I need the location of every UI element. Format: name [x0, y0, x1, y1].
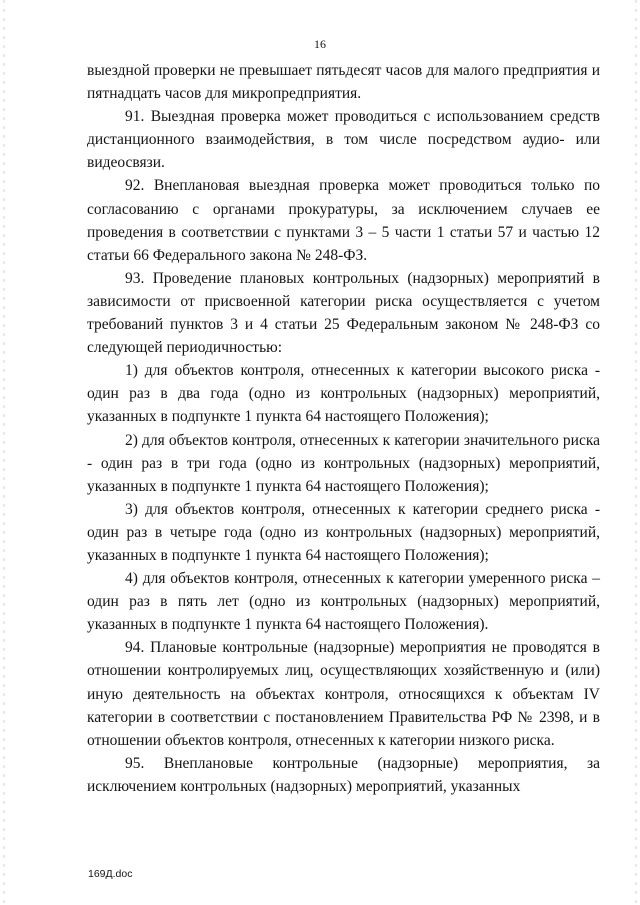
scan-edge-right: [635, 0, 637, 905]
paragraph-93-item-1: 1) для объектов контроля, отнесенных к категории высокого риска - один раз в два года (одно из контрольных (надзорных) мероприятий, указанных в подпункте 1 пункта 64 настоящего Положения);: [87, 362, 600, 426]
paragraph-91: 91. Выездная проверка может проводиться с использованием средств дистанционного взаимодействия, в том числе посредством аудио- или видеосвязи.: [87, 108, 600, 172]
paragraph-93: 93. Проведение плановых контрольных (надзорных) мероприятий в зависимости от присвоенной категории риска осуществляется с учетом требований пунктов 3 и 4 статьи 25 Федеральным законом № 248-ФЗ со следующей периодичностью:: [87, 269, 600, 357]
paragraph-continuation: выездной проверки не превышает пятьдесят часов для малого предприятия и пятнадцать часов для микропредприятия.: [87, 62, 600, 103]
paragraph-95: 95. Внеплановые контрольные (надзорные) мероприятия, за исключением контрольных (надзорных) мероприятий, указанных: [87, 754, 600, 795]
footer-filename: 169Д.doc: [88, 868, 133, 880]
paragraph-93-item-2: 2) для объектов контроля, отнесенных к категории значительного риска - один раз в три года (одно из контрольных (надзорных) мероприятий, указанных в подпункте 1 пункта 64 настоящего Положения);: [87, 431, 600, 495]
document-body: [87, 59, 600, 798]
paragraph-93-item-4: 4) для объектов контроля, отнесенных к категории умеренного риска – один раз в пять лет (одно из контрольных (надзорных) мероприятий, указанных в подпункте 1 пункта 64 настоящего Положения).: [87, 570, 600, 634]
paragraph-92: 92. Внеплановая выездная проверка может проводиться только по согласованию с органами прокуратуры, за исключением случаев ее проведения в соответствии с пунктами 3 – 5 части 1 статьи 57 и частью 12 статьи 66 Федерального закона № 248-ФЗ.: [87, 177, 600, 264]
page-number: 16: [314, 37, 326, 51]
scan-edge-left: [3, 0, 5, 905]
paragraph-94: 94. Плановые контрольные (надзорные) мероприятия не проводятся в отношении контролируемых лиц, осуществляющих хозяйственную и (или) иную деятельность на объектах контроля, относящихся к объектам IV категории в соответствии с постановлением Правительства РФ № 2398, и в отношении объектов контроля, отнесенных к категории низкого риска.: [87, 639, 600, 749]
paragraph-93-item-3: 3) для объектов контроля, отнесенных к категории среднего риска - один раз в четыре года (одно из контрольных (надзорных) мероприятий, указанных в подпункте 1 пункта 64 настоящего Положения);: [87, 500, 600, 564]
